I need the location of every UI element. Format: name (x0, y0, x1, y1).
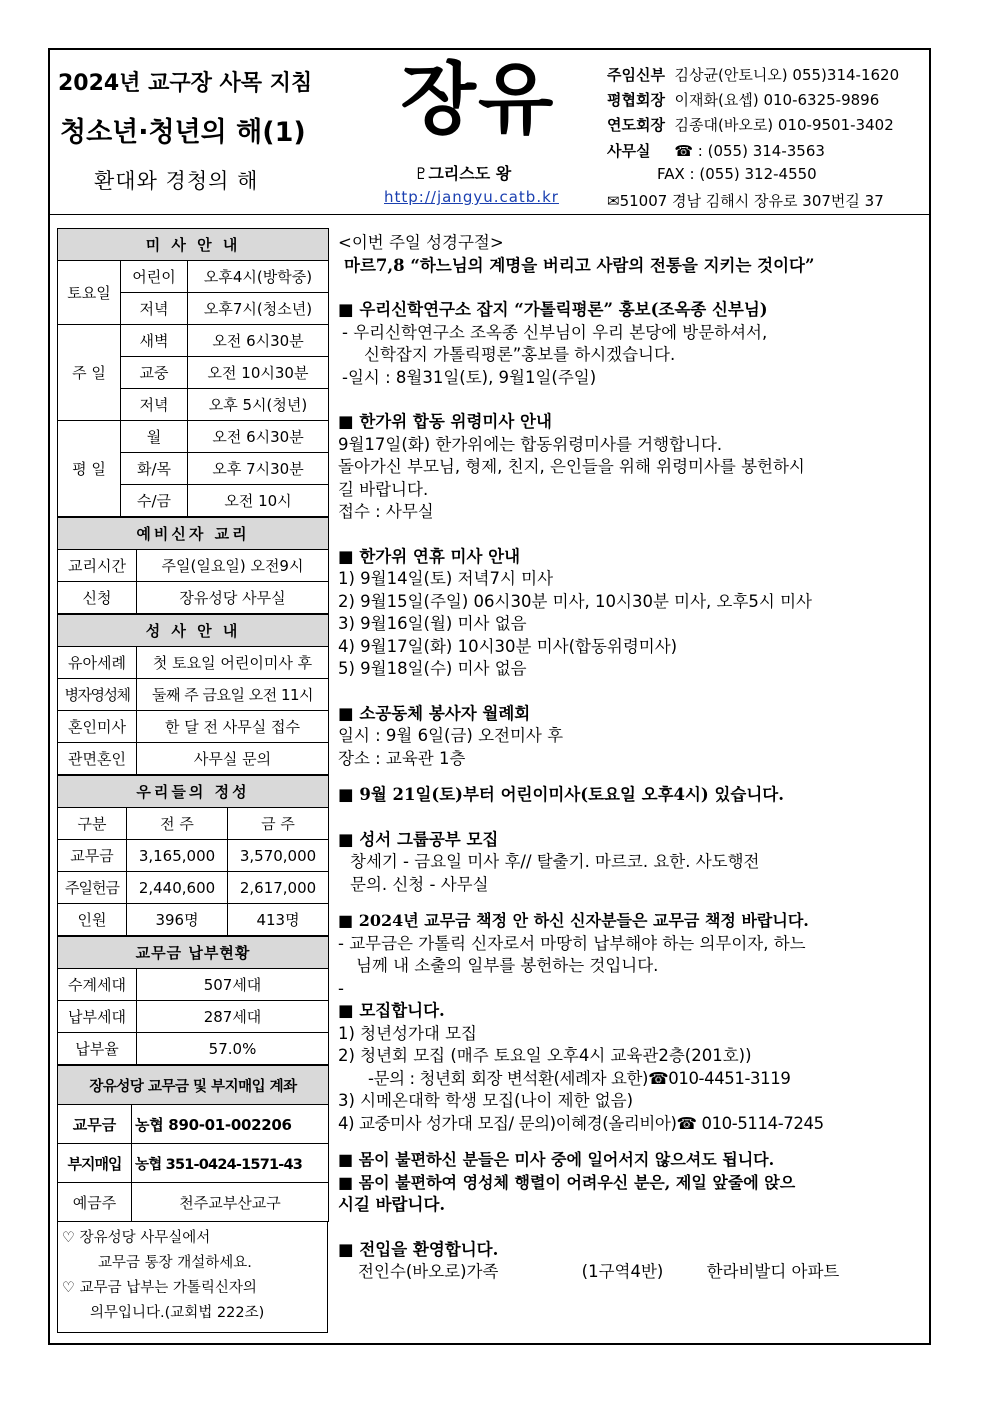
notice-line: 장소 : 교육관 1층 (338, 748, 466, 768)
notice-dues-title: ■ 2024년 교무금 책정 안 하신 신자분들은 교무금 책정 바랍니다. (338, 911, 809, 930)
notice-memorial-title: ■ 한가위 합동 위령미사 안내 (338, 412, 552, 431)
welcome-district: (1구역4반) (581, 1262, 664, 1281)
offering-table (57, 775, 329, 936)
notice-line: - (338, 978, 344, 998)
mass-slot-time: 오전 6시30분 (188, 421, 329, 453)
welcome-family: 전인수(바오로)가족 (358, 1262, 499, 1281)
notice-line: 4) 교중미사 성가대 모집/ 문의)이혜경(올리비아)☎ 010-5114-7245 (338, 1113, 824, 1133)
mass-slot-time: 오전 10시30분 (188, 357, 329, 389)
dues-value: 507세대 (137, 969, 329, 1001)
catechumen-title: 예비신자 교리 (58, 518, 329, 550)
notice-children-mass: ■ 9월 21일(토)부터 어린이미사(토요일 오후4시) 있습니다. (338, 785, 784, 804)
offering-header: 전 주 (127, 808, 228, 840)
mass-slot-label: 화/목 (121, 453, 188, 485)
account-holder: 천주교부산교구 (132, 1183, 329, 1222)
notice-line: 길 바랍니다. (338, 479, 429, 499)
pastoral-guideline: 2024년 교구장 사목 지침 (58, 71, 313, 96)
notice-welcome-title: ■ 전입을 환영합니다. (338, 1239, 499, 1259)
welcome-row (338, 1261, 926, 1284)
notice-line: - 교무금은 가톨릭 신자로서 마땅히 납부해야 하는 의무이자, 하느 (338, 933, 806, 953)
mass-schedule-table (57, 228, 329, 517)
account-label: 예금주 (58, 1183, 132, 1222)
mass-slot-label: 저녁 (121, 389, 188, 421)
notice-line: 3) 시메온대학 학생 모집(나이 제한 없음) (338, 1091, 634, 1110)
mass-slot-label: 저녁 (121, 293, 188, 325)
mass-slot-time: 오후 5시(청년) (188, 389, 329, 421)
sacrament-label: 병자영성체 (58, 679, 137, 711)
mass-slot-time: 오후7시(청소년) (188, 293, 329, 325)
offering-curr: 2,617,000 (228, 872, 329, 904)
contact-address: ✉51007 경남 김해시 장유로 307번길 37 (607, 192, 884, 210)
note-line: ♡ 장유성당 사무실에서 (62, 1230, 211, 1246)
notice-line: 1) 9월14일(토) 저녁7시 미사 (338, 569, 554, 588)
contact-council-president: 평협회장 이재화(요셉) 010-6325-9896 (607, 91, 880, 109)
welcome-apartment: 한라비발디 아파트 (706, 1262, 840, 1281)
feast-name: ♇그리스도 왕 (414, 164, 512, 183)
account-label: 부지매입 (58, 1144, 132, 1183)
year-theme: 청소년·청년의 해(1) (60, 117, 306, 148)
dues-table (57, 936, 329, 1065)
gospel-text: 마르7,8 “하느님의 계명을 버리고 사람의 전통을 지키는 것이다” (344, 255, 815, 275)
offering-label: 주일헌금 (58, 872, 127, 904)
contact-yeondo-president: 연도회장 김종대(바오로) 010-9501-3402 (607, 116, 894, 134)
notice-line: - 우리신학연구소 조옥종 신부님이 우리 본당에 방문하셔서, (342, 322, 768, 342)
notice-line: 5) 9월18일(수) 미사 없음 (338, 659, 527, 678)
mass-slot-time: 오후4시(방학중) (188, 261, 329, 293)
dues-title: 교무금 납부현황 (58, 937, 329, 969)
notice-line: 돌아가신 부모님, 형제, 친지, 은인들을 위해 위령미사를 봉헌하시 (338, 457, 805, 476)
sacrament-label: 관면혼인 (58, 743, 137, 775)
mass-slot-time: 오후 7시30분 (188, 453, 329, 485)
account-number: 농협 351-0424-1571-43 (132, 1144, 329, 1183)
sacrament-table (57, 614, 329, 775)
notice-bible-study-title: ■ 성서 그룹공부 모집 (338, 829, 499, 849)
offering-curr: 3,570,000 (228, 840, 329, 872)
mass-slot-label: 교중 (121, 357, 188, 389)
sacrament-value: 사무실 문의 (137, 743, 329, 775)
mass-slot-label: 수/금 (121, 485, 188, 517)
offering-label: 인원 (58, 904, 127, 936)
notice-line: 창세기 - 금요일 미사 후// 탈출기. 마르코. 요한. 사도행전 (350, 852, 760, 871)
notice-line: -일시 : 8월31일(토), 9월1일(주일) (342, 367, 597, 387)
notice-line: 님께 내 소출의 일부를 봉헌하는 것입니다. (356, 956, 659, 975)
offering-title: 우리들의 정성 (58, 776, 329, 808)
notice-seating-2: ■ 몸이 불편하여 영성체 행렬이 어려우신 분은, 제일 앞줄에 앉으 (338, 1172, 796, 1192)
mass-slot-label: 어린이 (121, 261, 188, 293)
sacrament-value: 둘째 주 금요일 오전 11시 (137, 679, 329, 711)
catechumen-value: 주일(일요일) 오전9시 (137, 550, 329, 582)
dues-value: 287세대 (137, 1001, 329, 1033)
sacrament-label: 유아세례 (58, 647, 137, 679)
office-notes (57, 1222, 328, 1333)
account-table (57, 1065, 329, 1222)
notice-seating-3: 시길 바랍니다. (338, 1195, 446, 1214)
note-line: 교무금 통장 개설하세요. (98, 1255, 252, 1271)
contact-pastor: 주임신부 김상균(안토니오) 055)314-1620 (607, 66, 900, 84)
note-line: ♡ 교무금 납부는 가톨릭신자의 (62, 1280, 257, 1296)
notice-line: 문의. 신청 - 사무실 (350, 874, 489, 894)
offering-curr: 413명 (228, 904, 329, 936)
notice-holiday-mass-title: ■ 한가위 연휴 미사 안내 (338, 546, 521, 566)
sunday-label: 주 일 (58, 325, 121, 421)
notice-line: 신학잡지 가톨릭평론”홍보를 하시겠습니다. (364, 345, 676, 364)
offering-prev: 2,440,600 (127, 872, 228, 904)
header-divider (48, 214, 931, 215)
notice-line: 2) 9월15일(주일) 06시30분 미사, 10시30분 미사, 오후5시 미사 (338, 591, 812, 611)
catechumen-table (57, 517, 329, 614)
notices-column (338, 232, 926, 1284)
notice-line: 4) 9월17일(화) 10시30분 미사(합동위령미사) (338, 636, 678, 656)
offering-header: 금 주 (228, 808, 329, 840)
notice-line: 3) 9월16일(월) 미사 없음 (338, 614, 527, 633)
mass-slot-label: 월 (121, 421, 188, 453)
notice-line: 접수 : 사무실 (338, 502, 434, 521)
saturday-label: 토요일 (58, 261, 121, 325)
notice-line: 2) 청년회 모집 (매주 토요일 오후4시 교육관2층(201호)) (338, 1046, 752, 1065)
offering-header: 구분 (58, 808, 127, 840)
mass-slot-time: 오전 10시 (188, 485, 329, 517)
offering-prev: 3,165,000 (127, 840, 228, 872)
gospel-title: <이번 주일 성경구절> (338, 233, 504, 252)
mass-slot-time: 오전 6시30분 (188, 325, 329, 357)
year-subtheme: 환대와 경청의 해 (94, 169, 259, 193)
catechumen-label: 교리시간 (58, 550, 137, 582)
notice-magazine-title: ■ 우리신학연구소 잡지 “가톨릭평론” 홍보(조옥종 신부님) (338, 300, 768, 319)
offering-label: 교무금 (58, 840, 127, 872)
sacrament-label: 혼인미사 (58, 711, 137, 743)
notice-seating-1: ■ 몸이 불편하신 분들은 미사 중에 일어서지 않으셔도 됩니다. (338, 1150, 775, 1169)
notice-volunteer-title: ■ 소공동체 봉사자 월례회 (338, 703, 531, 723)
parish-title: 장유 (400, 55, 556, 145)
sacrament-title: 성 사 안 내 (58, 615, 329, 647)
weekday-label: 평 일 (58, 421, 121, 517)
contact-office-fax: FAX : (055) 312-4550 (657, 165, 817, 183)
notice-line: -문의 : 청년회 회장 변석환(세례자 요한)☎010-4451-3119 (368, 1068, 791, 1088)
notice-line: 9월17일(화) 한가위에는 합동위령미사를 거행합니다. (338, 434, 723, 454)
left-sidebar (57, 228, 328, 1333)
catechumen-label: 신청 (58, 582, 137, 614)
offering-prev: 396명 (127, 904, 228, 936)
account-number: 농협 890-01-002206 (132, 1105, 329, 1144)
account-title: 장유성당 교무금 및 부지매입 계좌 (58, 1066, 329, 1105)
mass-slot-label: 새벽 (121, 325, 188, 357)
note-line: 의무입니다.(교회법 222조) (90, 1305, 265, 1321)
dues-label: 납부세대 (58, 1001, 137, 1033)
contact-office-phone: 사무실 ☎ : (055) 314-3563 (607, 142, 825, 160)
dues-label: 수계세대 (58, 969, 137, 1001)
sacrament-value: 한 달 전 사무실 접수 (137, 711, 329, 743)
notice-recruit-title: ■ 모집합니다. (338, 1001, 445, 1020)
dues-value: 57.0% (137, 1033, 329, 1065)
mass-title: 미 사 안 내 (58, 229, 329, 261)
notice-line: 일시 : 9월 6일(금) 오전미사 후 (338, 726, 564, 745)
dues-label: 납부율 (58, 1033, 137, 1065)
notice-line: 1) 청년성가대 모집 (338, 1023, 477, 1043)
account-label: 교무금 (58, 1105, 132, 1144)
catechumen-value: 장유성당 사무실 (137, 582, 329, 614)
parish-website-link[interactable]: http://jangyu.catb.kr (384, 188, 559, 206)
sacrament-value: 첫 토요일 어린이미사 후 (137, 647, 329, 679)
